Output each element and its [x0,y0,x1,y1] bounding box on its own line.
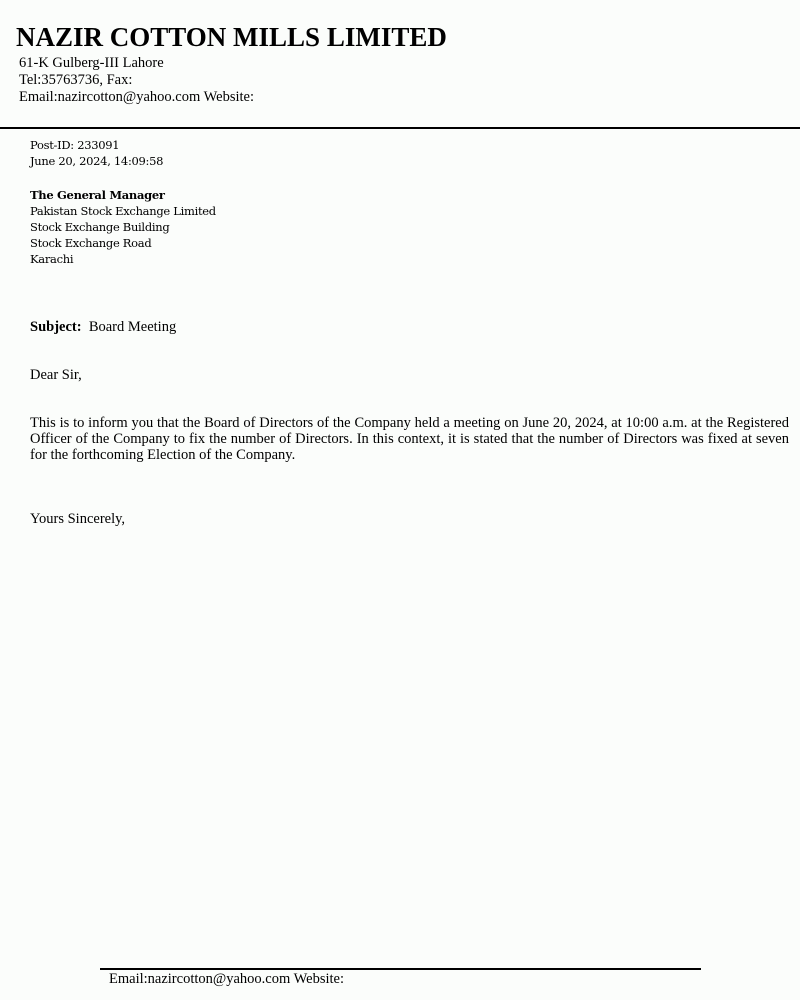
salutation: Dear Sir, [30,367,82,383]
recipient-line: Pakistan Stock Exchange Limited [30,204,216,218]
company-email-website: Email:nazircotton@yahoo.com Website: [19,89,254,105]
subject-line [30,319,176,336]
company-name: NAZIR COTTON MILLS LIMITED [16,22,447,52]
footer-divider [100,968,701,970]
company-address: 61-K Gulberg-III Lahore [19,55,164,71]
letter-body: This is to inform you that the Board of Directors of the Company held a meeting on June 20, 2024, at 10:00 a.m. at the Registered Officer of the Company to fix the number of Directors. In this context, it is stated that the number of Directors was fixed at seven for the forthcoming Election of the Company. [30,415,789,463]
post-id: Post-ID: 233091 [30,138,120,152]
recipient-title: The General Manager [30,188,165,202]
footer-email-website: Email:nazircotton@yahoo.com Website: [109,971,344,987]
recipient-line: Stock Exchange Road [30,236,152,250]
recipient-line: Karachi [30,252,74,266]
post-datetime: June 20, 2024, 14:09:58 [30,154,164,168]
subject-text: Board Meeting [88,319,177,335]
subject-label: Subject: [30,319,82,335]
closing: Yours Sincerely, [30,511,126,527]
header-divider [0,127,800,129]
recipient-line: Stock Exchange Building [30,220,170,234]
company-phone-fax: Tel:35763736, Fax: [19,72,133,88]
